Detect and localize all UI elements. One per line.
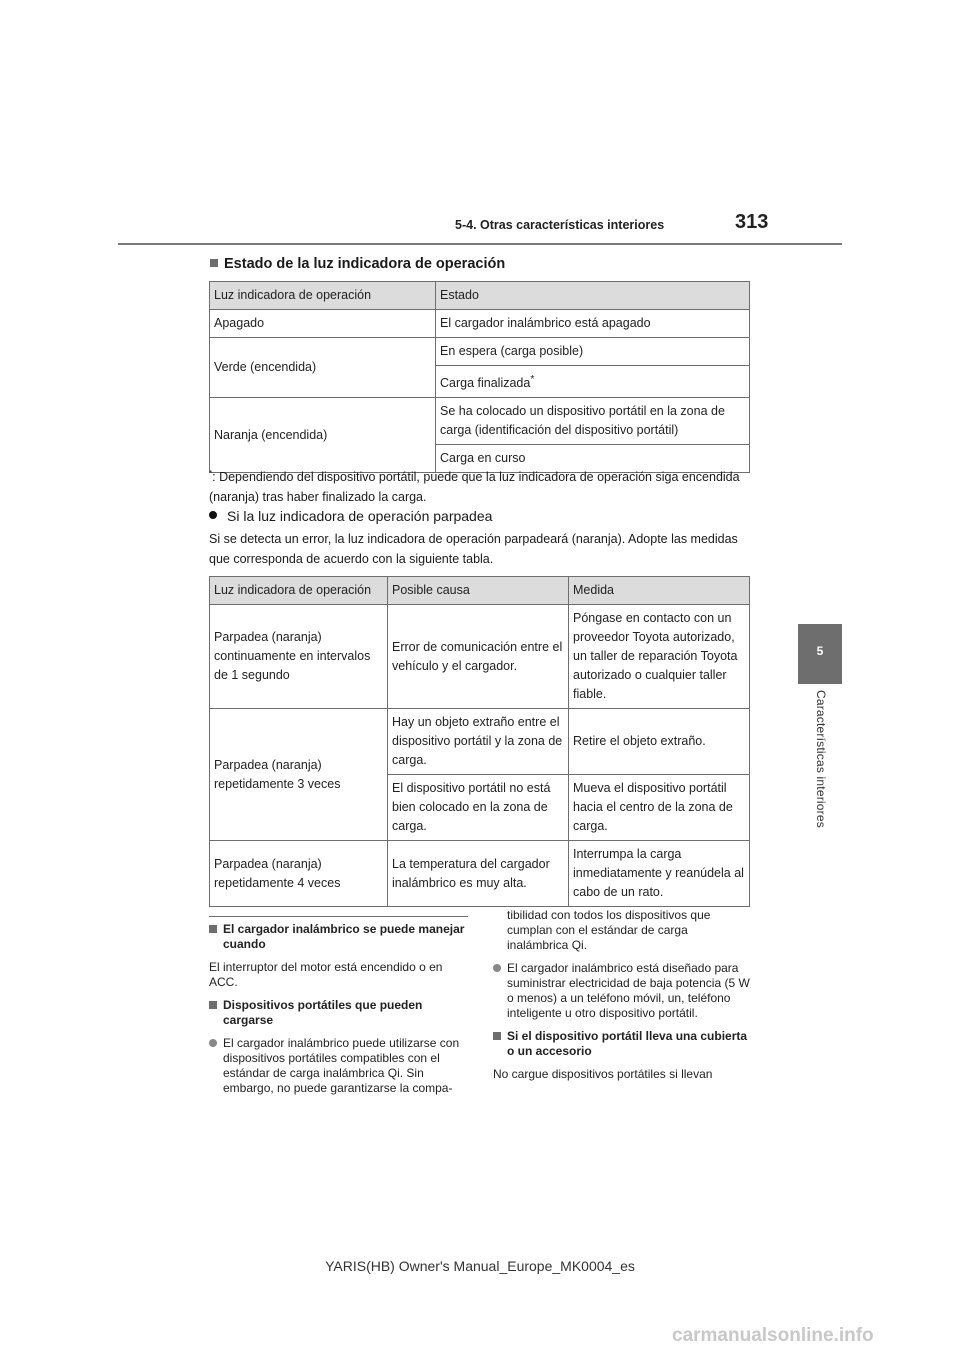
footnote-marker: *	[530, 374, 535, 385]
table-header-cell: Luz indicadora de operación	[210, 282, 436, 310]
table-row	[210, 709, 750, 775]
table-cell: Póngase en contacto con un proveedor Toyota autorizado, un taller de reparación Toyota autorizado o cualquier taller fiable.	[569, 605, 750, 709]
section-title: Estado de la luz indicadora de operación	[210, 256, 505, 272]
table-row	[210, 338, 750, 366]
note-heading: Dispositivos portátiles que pueden cargarse	[209, 998, 471, 1028]
footnote: *: Dependiendo del dispositivo portátil, puede que la luz indicadora de operación siga encendida (naranja) tras haber finalizado la carga.	[209, 469, 740, 505]
note-text: No cargue dispositivos portátiles si llevan	[493, 1067, 713, 1081]
intro-paragraph: Si se detecta un error, la luz indicadora de operación parpadeará (naranja). Adopte las medidas que corresponda de acuerdo con la siguiente tabla.	[209, 532, 738, 566]
table-cell: Apagado	[210, 310, 436, 338]
table-cell: Interrumpa la carga inmediatamente y reanúdela al cabo de un rato.	[569, 841, 750, 907]
table-cell: Hay un objeto extraño entre el dispositivo portátil y la zona de carga.	[388, 709, 569, 775]
note-bullet: El cargador inalámbrico está diseñado para suministrar electricidad de baja potencia (5 W o menos) a un teléfono móvil, un, teléfono inteligente u otro dispositivo portátil.	[493, 961, 751, 1021]
notes-left-column	[209, 922, 471, 1104]
table-row	[210, 398, 750, 445]
table-cell: Carga finalizada*	[436, 366, 750, 398]
site-watermark: carmanualsonline.info	[672, 1325, 874, 1346]
bullet-dot-icon	[493, 964, 501, 972]
notes-right-column	[493, 908, 751, 1090]
table-header-cell: Luz indicadora de operación	[210, 577, 388, 605]
note-bullet-continuation: tibilidad con todos los dispositivos que cumplan con el estándar de carga inalámbrica Qi.	[507, 908, 711, 952]
table-header-cell: Estado	[436, 282, 750, 310]
table-cell: Parpadea (naranja) repetidamente 4 veces	[210, 841, 388, 907]
indicator-status-table	[209, 281, 750, 473]
table-cell: Parpadea (naranja) repetidamente 3 veces	[210, 709, 388, 841]
table-cell: Carga en curso	[436, 445, 750, 473]
table-header-cell: Medida	[569, 577, 750, 605]
square-bullet-icon	[209, 1001, 217, 1009]
table-cell: Retire el objeto extraño.	[569, 709, 750, 775]
table-row	[210, 310, 750, 338]
table-cell: Error de comunicación entre el vehículo y el cargador.	[388, 605, 569, 709]
chapter-label: Características interiores	[814, 690, 828, 828]
table-cell: Parpadea (naranja) continuamente en intervalos de 1 segundo	[210, 605, 388, 709]
square-bullet-icon	[493, 1032, 501, 1040]
square-bullet-icon	[210, 259, 218, 267]
table-cell: La temperatura del cargador inalámbrico es muy alta.	[388, 841, 569, 907]
table-cell: En espera (carga posible)	[436, 338, 750, 366]
table-row	[210, 841, 750, 907]
bullet-dot-icon	[209, 511, 217, 519]
table-cell: Se ha colocado un dispositivo portátil en la zona de carga (identificación del dispositivo portátil)	[436, 398, 750, 445]
header-rule	[118, 243, 842, 245]
note-heading: El cargador inalámbrico se puede manejar cuando	[209, 922, 471, 952]
manual-footer: YARIS(HB) Owner's Manual_Europe_MK0004_es	[325, 1258, 635, 1274]
table-row	[210, 605, 750, 709]
table-header-row	[210, 577, 750, 605]
table-cell: El cargador inalámbrico está apagado	[436, 310, 750, 338]
page-number: 313	[735, 211, 769, 233]
chapter-tab	[798, 624, 842, 684]
footnote-marker: *	[209, 469, 213, 478]
table-cell: Verde (encendida)	[210, 338, 436, 398]
notes-divider	[209, 916, 468, 917]
table-cell: Mueva el dispositivo portátil hacia el centro de la zona de carga.	[569, 775, 750, 841]
header-section-title: 5-4. Otras características interiores	[455, 218, 665, 232]
square-bullet-icon	[209, 925, 217, 933]
table-cell: Naranja (encendida)	[210, 398, 436, 473]
table-cell: El dispositivo portátil no está bien colocado en la zona de carga.	[388, 775, 569, 841]
note-text: El interruptor del motor está encendido o en ACC.	[209, 960, 443, 989]
note-bullet: El cargador inalámbrico puede utilizarse con dispositivos portátiles compatibles con el estándar de carga inalámbrica Qi. Sin embargo, no puede garantizarse la compa-	[209, 1036, 471, 1096]
chapter-number: 5	[816, 644, 824, 658]
table-header-row	[210, 282, 750, 310]
bullet-dot-icon	[209, 1039, 217, 1047]
blinking-indicator-table	[209, 576, 750, 907]
table-header-cell: Posible causa	[388, 577, 569, 605]
note-heading: Si el dispositivo portátil lleva una cubierta o un accesorio	[493, 1029, 751, 1059]
subsection-title: Si la luz indicadora de operación parpadea	[209, 508, 492, 524]
